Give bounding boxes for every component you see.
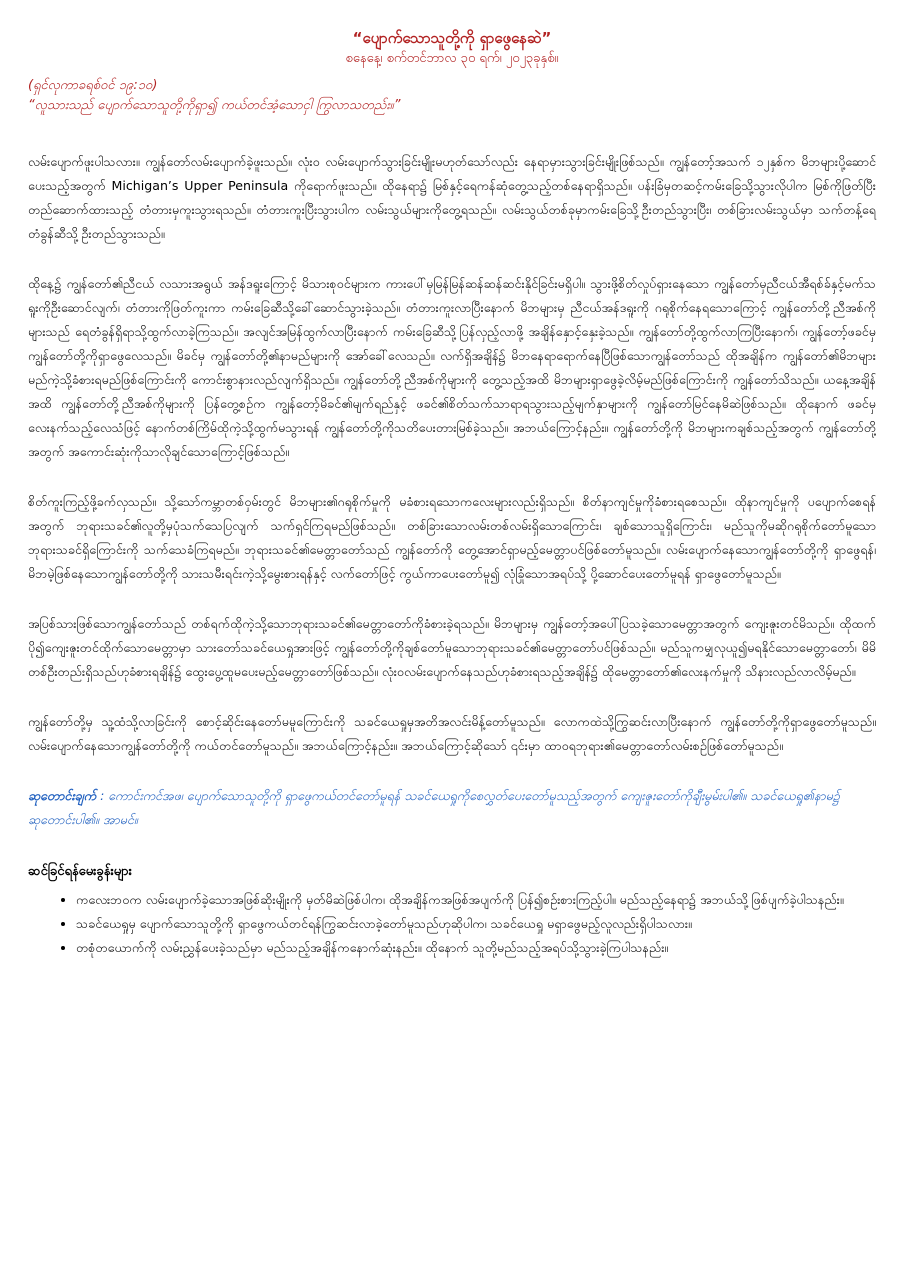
prayer-text: : ကောင်းကင်အဖ၊ ပျောက်သောသူတို့ကို ရှာဖွေကယ်တင်တော်မူရန် သခင်ယေရှုကိုစေလွှတ်ပေးတော်မူသည့်အတွက် ကျေးဇူးတော်ကိုချီးမွမ်းပါ၏။ သခင်ယေရှု၏နာမ၌ ဆုတောင်းပါ၏။ အာမင်။: [28, 788, 840, 827]
scripture-quote: “လူသားသည် ပျောက်သောသူတို့ကိုရှာ၍ ကယ်တင်အံ့သောငှါ ကြွလာသတည်း။”: [28, 98, 401, 113]
paragraph-4: အပြစ်သားဖြစ်သောကျွန်တော်သည် တစ်ရက်ထိုကဲ့သို့သောဘုရားသခင်၏မေတ္တာတော်ကိုခံစားခဲ့ရသည်။ မိဘများမှ ကျွန်တော့်အပေါ်ပြသခဲ့သောမေတ္တာအတွက် ကျေးဇူးတင်မိသည်။ ထိုထက်ပို၍ကျေးဇူးတင်ထိုက်သောမေတ္တာမှာ သားတော်သခင်ယေရှုအားဖြင့် ကျွန်တော်တို့ကိုချစ်တော်မူသောဘုရားသခင်၏မေတ္တာတော်ပင်ဖြစ်သည်။ မည်သူကမျှလုယူ၍မရနိုင်သောမေတ္တာတော်၊ မိမိတစ်ဦးတည်းရှိသည်ဟုခံစားရချိန်၌ ထွေးပွေ့ထူမပေးမည့်မေတ္တာတော်ဖြစ်သည်။ လုံးဝလမ်းပျောက်နေသည်ဟုခံစားရသည့်အချိန်၌ ထိုမေတ္တာတော်၏လေးနက်မှုကို သိနားလည်လာလိမ့်မည်။: [28, 616, 876, 679]
questions-list: [28, 888, 876, 960]
paragraph-3: စိတ်ကူးကြည့်ဖို့ခက်လှသည်။ သို့သော်ကမ္ဘာတစ်ဝှမ်းတွင် မိဘများ၏ဂရုစိုက်မှုကို မခံစားရသောကလေးများလည်းရှိသည်။ စိတ်နာကျင်မှုကိုခံစားရစေသည်။ ထိုနာကျင်မှုကို ပပျောက်စေရန်အတွက် ဘုရားသခင်၏လူတို့မှပုံသက်သေပြလျက် သက်ရှင်ကြရမည်ဖြစ်သည်။ တစ်ခြားသောလမ်းတစ်လမ်းရှိသောကြောင်း၊ ချစ်သောသူရှိကြောင်း၊ မည်သူကိုမဆိုဂရုစိုက်တော်မူသောဘုရားသခင်ရှိကြောင်းကို သက်သေခံကြရမည်။ ဘုရားသခင်၏မေတ္တာတော်သည် ကျွန်တော်ကို တွေ့အောင်ရှာမည့်မေတ္တာပင်ဖြစ်တော်မူသည်။ လမ်းပျောက်နေသောကျွန်တော်တို့ကို ရှာဖွေရန်၊ မိဘမဲ့ဖြစ်နေသောကျွန်တော်တို့ကို သားသမီးရင်းကဲ့သို့မွေးစားရန်နှင့် လက်တော်ဖြင့် ကွယ်ကာပေးတော်မူ၍ လုံခြုံသောအရပ်သို့ ပို့ဆောင်ပေးတော်မူရန် ရှာဖွေတော်မူသည်။: [28, 494, 876, 581]
date-line: စနေနေ့၊ စက်တင်ဘာလ ၃၀ ရက်၊ ၂၀၂၃ခုနှစ်။: [345, 51, 559, 66]
question-item: • တစုံတယောက်ကို လမ်းညွှန်ပေးခဲ့သည်မှာ မည်သည့်အချိန်ကနောက်ဆုံးနည်း။ ထိုနောက် သူတို့မည်သည့်အရပ်သို့သွားခဲ့ကြပါသနည်း။: [76, 936, 876, 960]
questions-heading: ဆင်ခြင်ရန်မေးခွန်းများ: [28, 864, 132, 879]
question-item: • ကလေးဘဝက လမ်းပျောက်ခဲ့သောအဖြစ်ဆိုးမျိုးကို မှတ်မိဆဲဖြစ်ပါက၊ ထိုအချိန်ကအဖြစ်အပျက်ကို ပြန်၍စဉ်းစားကြည့်ပါ။ မည်သည့်နေရာ၌ အဘယ်သို့ဖြစ်ပျက်ခဲ့ပါသနည်း။: [76, 888, 876, 912]
question-item: • သခင်ယေရှုမှ ပျောက်သောသူတို့ကို ရှာဖွေကယ်တင်ရန်ကြွဆင်းလာခဲ့တော်မူသည်ဟုဆိုပါက၊ သခင်ယေရှု မရှာဖွေမည့်လူလည်းရှိပါသလား။: [76, 912, 876, 936]
paragraph-5: ကျွန်တော်တို့မှ သူ့ထံသို့လာခြင်းကို စောင့်ဆိုင်းနေတော်မမူကြောင်းကို သခင်ယေရှုမှအတိအလင်းမိန့်တော်မူသည်။ လောကထဲသို့ကြွဆင်းလာပြီးနောက် ကျွန်တော်တို့ကိုရှာဖွေတော်မူသည်။ လမ်းပျောက်နေသောကျွန်တော်တို့ကို ကယ်တင်တော်မူသည်။ အဘယ်ကြောင့်နည်း။ အဘယ်ကြောင့်ဆိုသော် ၎င်းမှာ ထာဝရဘုရား၏မေတ္တာတော်လမ်းစဉ်ဖြစ်တော်မူသည်။: [28, 714, 876, 753]
paragraph-1: လမ်းပျောက်ဖူးပါသလား။ ကျွန်တော်လမ်းပျောက်ခဲ့ဖူးသည်။ လုံးဝ လမ်းပျောက်သွားခြင်းမျိုးမဟုတ်သော်လည်း နေရာမှားသွားခြင်းမျိုးဖြစ်သည်။ ကျွန်တော့်အသက် ၁၂နှစ်က မိဘများပို့ဆောင်ပေးသည့်အတွက် Michigan’s Upper Peninsula ကိုရောက်ဖူးသည်။ ထိုနေရာ၌ မြစ်နှင့်ရေကန်ဆုံတွေ့သည့်တစ်နေရာရှိသည်။ ပန်းခြံမှတဆင့်ကမ်းခြေသို့သွားလိုပါက မြစ်ကိုဖြတ်ပြီးတည်ဆောက်ထားသည့် တံတားမှကူးသွားရသည်။ တံတားကူးပြီးသွားပါက လမ်းသွယ်များကိုတွေ့ရသည်။ လမ်းသွယ်တစ်ခုမှာကမ်းခြေသို့ဦးတည်သွားပြီး၊ တစ်ခြားလမ်းသွယ်မှာ သက်တန့်ရေ တံခွန်ဆီသို့ဦးတည်သွားသည်။: [28, 154, 876, 241]
prayer: [28, 784, 876, 832]
page-title: “ပျောက်သောသူတို့ကို ရှာဖွေနေဆဲ”: [352, 29, 552, 47]
scripture-reference: (ရှင်လုကာခရစ်ဝင် ၁၉:၁၀): [28, 78, 158, 93]
prayer-label: ဆုတောင်းချက်: [28, 788, 97, 803]
paragraph-2: ထိုနေ့၌ ကျွန်တော်၏ညီငယ် လသားအရွယ် အန်ဒရူးကြောင့် မိသားစုဝင်များက ကားပေါ်မှမြန်မြန်ဆန်ဆန်ဆင်းနိုင်ခြင်းမရှိပါ။ သွားဖို့စိတ်လှုပ်ရှားနေသော ကျွန်တော်မှညီငယ်အီရစ်ခ်နှင့်မက်သရူးကိုဦးဆောင်လျက်၊ တံတားကိုဖြတ်ကူးကာ ကမ်းခြေဆီသို့ခေါ်ဆောင်သွားခဲ့သည်။ တံတားကူးလာပြီးနောက် မိဘများမှ ညီငယ်အန်ဒရူးကို ဂရုစိုက်နေရသောကြောင့် ကျွန်တော်တို့ညီအစ်ကိုများသည် ရေတံခွန်ရှိရာသို့ထွက်လာခဲ့ကြသည်။ အလျင်အမြန်ထွက်လာပြီးနောက် ကမ်းခြေဆီသို့ပြန်လှည့်လာဖို့ အချိန်နှောင့်နှေးခဲ့သည်။ ကျွန်တော်တို့ထွက်လာကြပြီးနောက်၊ ကျွန်တော့်ဖခင်မှ ကျွန်တော်တို့ကိုရှာဖွေလေသည်။ မိခင်မှ ကျွန်တော်တို့၏နာမည်များကို အော်ခေါ်လေသည်။ လက်ရှိအချိန်၌ မိဘနေရာရောက်နေပြီဖြစ်သောကျွန်တော်သည် ထိုအချိန်က ကျွန်တော်၏မိဘများမည်ကဲ့သို့ခံစားရမည်ဖြစ်ကြောင်းကို ကောင်းစွာနားလည်လျက်ရှိသည်။ ကျွန်တော်တို့ညီအစ်ကိုများကို တွေ့သည့်အထိ မိဘများရှာဖွေခဲ့လိမ့်မည်ဖြစ်ကြောင်းကို ကျွန်တော်သိသည်။ ယနေ့အချိန်အထိ ကျွန်တော်တို့ညီအစ်ကိုများကို ပြန်တွေ့စဉ်က ကျွန်တော့်မိခင်၏မျက်ရည်နှင့် ဖခင်၏စိတ်သက်သာရာရသွားသည့်မျက်နှာများကို ကျွန်တော်မြင်နေမိဆဲဖြစ်သည်။ ထိုနောက် ဖခင်မှလေးနက်သည့်လေသံဖြင့် နောက်တစ်ကြိမ်ထိုကဲ့သို့ထွက်မသွားရန် ကျွန်တော်တို့ကိုသတိပေးတားမြစ်ခဲ့သည်။ အဘယ်ကြောင့်နည်း။ ကျွန်တော်တို့ကို မိဘများကချစ်သည့်အတွက် ကျွန်တော်တို့အတွက် အကောင်းဆုံးကိုသာလိုချင်သောကြောင့်ဖြစ်သည်။: [28, 276, 876, 459]
